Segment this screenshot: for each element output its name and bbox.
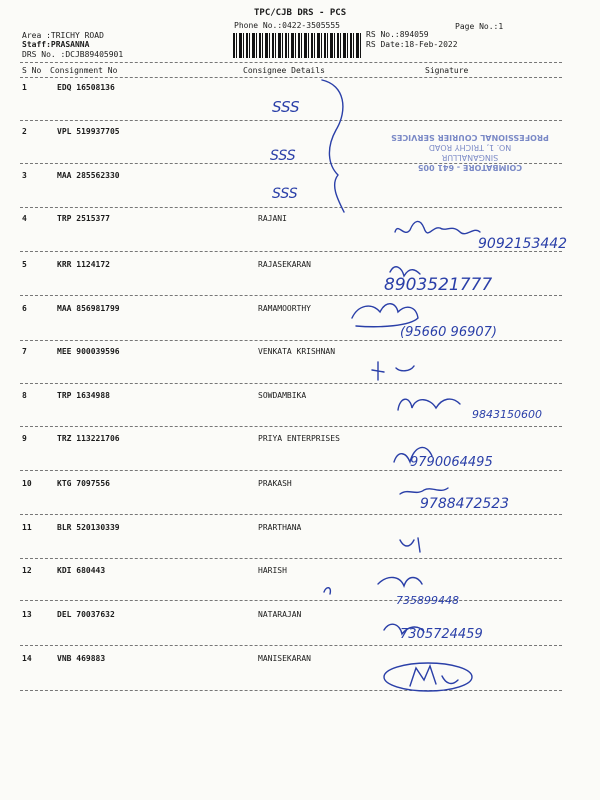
brace-mark — [322, 80, 344, 212]
row-sno: 5 — [22, 260, 27, 269]
stamp-line: SINGANALLUR — [441, 153, 499, 162]
signature-scribble — [400, 488, 448, 494]
row-consignment: EDQ 16508136 — [57, 83, 115, 92]
row-sno: 9 — [22, 434, 27, 443]
column-header-consignee: Consignee Details — [243, 66, 325, 75]
row-sno: 7 — [22, 347, 27, 356]
row-consignment: MAA 285562330 — [57, 171, 120, 180]
row-sno: 13 — [22, 610, 32, 619]
column-header-signature: Signature — [425, 66, 469, 75]
row-consignee: MANISEKARAN — [258, 654, 311, 663]
report-title: TPC/CJB DRS - PCS — [254, 8, 347, 18]
row-consignment: VPL 519937705 — [57, 127, 120, 136]
column-header-sno: S No — [22, 66, 42, 75]
phone-annotation: 8903521777 — [384, 275, 493, 295]
row-consignment: TRP 1634988 — [57, 391, 110, 400]
row-consignment: TRP 2515377 — [57, 214, 110, 223]
signature-scribble — [400, 538, 420, 552]
row-consignee: NATARAJAN — [258, 610, 302, 619]
row-sno: 2 — [22, 127, 27, 136]
row-consignment: TRZ 113221706 — [57, 434, 120, 443]
row-consignee: RAJASEKARAN — [258, 260, 311, 269]
signature-loop — [384, 663, 472, 691]
staff-label: Staff — [22, 40, 47, 49]
row-consignment: KDI 680443 — [57, 566, 106, 575]
row-consignee: PRARTHANA — [258, 523, 302, 532]
phone-number: Phone No.:0422-3505555 — [234, 21, 340, 30]
row-sno: 6 — [22, 304, 27, 313]
row-consignee: PRAKASH — [258, 479, 292, 488]
page-number: Page No.:1 — [455, 22, 504, 31]
signature-scribble — [398, 399, 460, 410]
row-consignment: MAA 856981799 — [57, 304, 120, 313]
phone-annotation: 9843150600 — [472, 408, 542, 421]
phone-annotation: 9790064495 — [410, 455, 493, 470]
sss-mark: SSS — [272, 98, 300, 116]
row-consignment: BLR 520130339 — [57, 523, 120, 532]
signature-scribble — [324, 577, 422, 594]
staff-value: :PRASANNA — [46, 40, 90, 49]
sss-mark: SSS — [270, 148, 296, 164]
row-sno: 8 — [22, 391, 27, 400]
phone-annotation: 9092153442 — [478, 236, 568, 252]
phone-annotation: 9788472523 — [420, 496, 510, 512]
rs-date: RS Date:18-Feb-2022 — [366, 40, 458, 49]
row-consignee: SOWDAMBIKA — [258, 391, 307, 400]
row-consignee: PRIYA ENTERPRISES — [258, 434, 340, 443]
rs-number: RS No.:894059 — [366, 30, 429, 39]
signature-scribble — [352, 304, 418, 327]
row-sno: 10 — [22, 479, 32, 488]
sss-mark: SSS — [272, 186, 298, 202]
row-consignment: KRR 1124172 — [57, 260, 110, 269]
stamp-line: PROFESSIONAL COURIER SERVICES — [391, 133, 549, 142]
stamp-line: COIMBATORE - 641 005 — [417, 163, 523, 172]
phone-annotation: 735899448 — [396, 594, 459, 607]
row-sno: 4 — [22, 214, 27, 223]
row-sno: 3 — [22, 171, 27, 180]
row-consignment: VNB 469883 — [57, 654, 106, 663]
signature-scribble — [372, 362, 414, 380]
row-sno: 14 — [22, 654, 32, 663]
row-consignee: VENKATA KRISHNAN — [258, 347, 336, 356]
drs-number: DRS No. :DCJB89405901 — [22, 50, 124, 59]
row-consignee: HARISH — [258, 566, 287, 575]
row-consignment: MEE 900039596 — [57, 347, 120, 356]
stamp-line: NO. 1, TRICHY ROAD — [428, 143, 512, 152]
row-consignment: KTG 7097556 — [57, 479, 110, 488]
row-sno: 12 — [22, 566, 32, 575]
signature-scribble — [410, 666, 458, 686]
row-consignee: RAMAMOORTHY — [258, 304, 311, 313]
signature-scribble — [395, 221, 480, 233]
row-consignment: DEL 70037632 — [57, 610, 115, 619]
column-header-consignment: Consignment No — [50, 66, 118, 75]
row-sno: 1 — [22, 83, 27, 92]
phone-annotation: (95660 96907) — [400, 325, 497, 340]
row-consignee: RAJANI — [258, 214, 287, 223]
area-label: Area :TRICHY ROAD — [22, 31, 104, 40]
phone-annotation: 7305724459 — [400, 627, 483, 642]
row-sno: 11 — [22, 523, 32, 532]
office-stamp — [380, 132, 560, 172]
